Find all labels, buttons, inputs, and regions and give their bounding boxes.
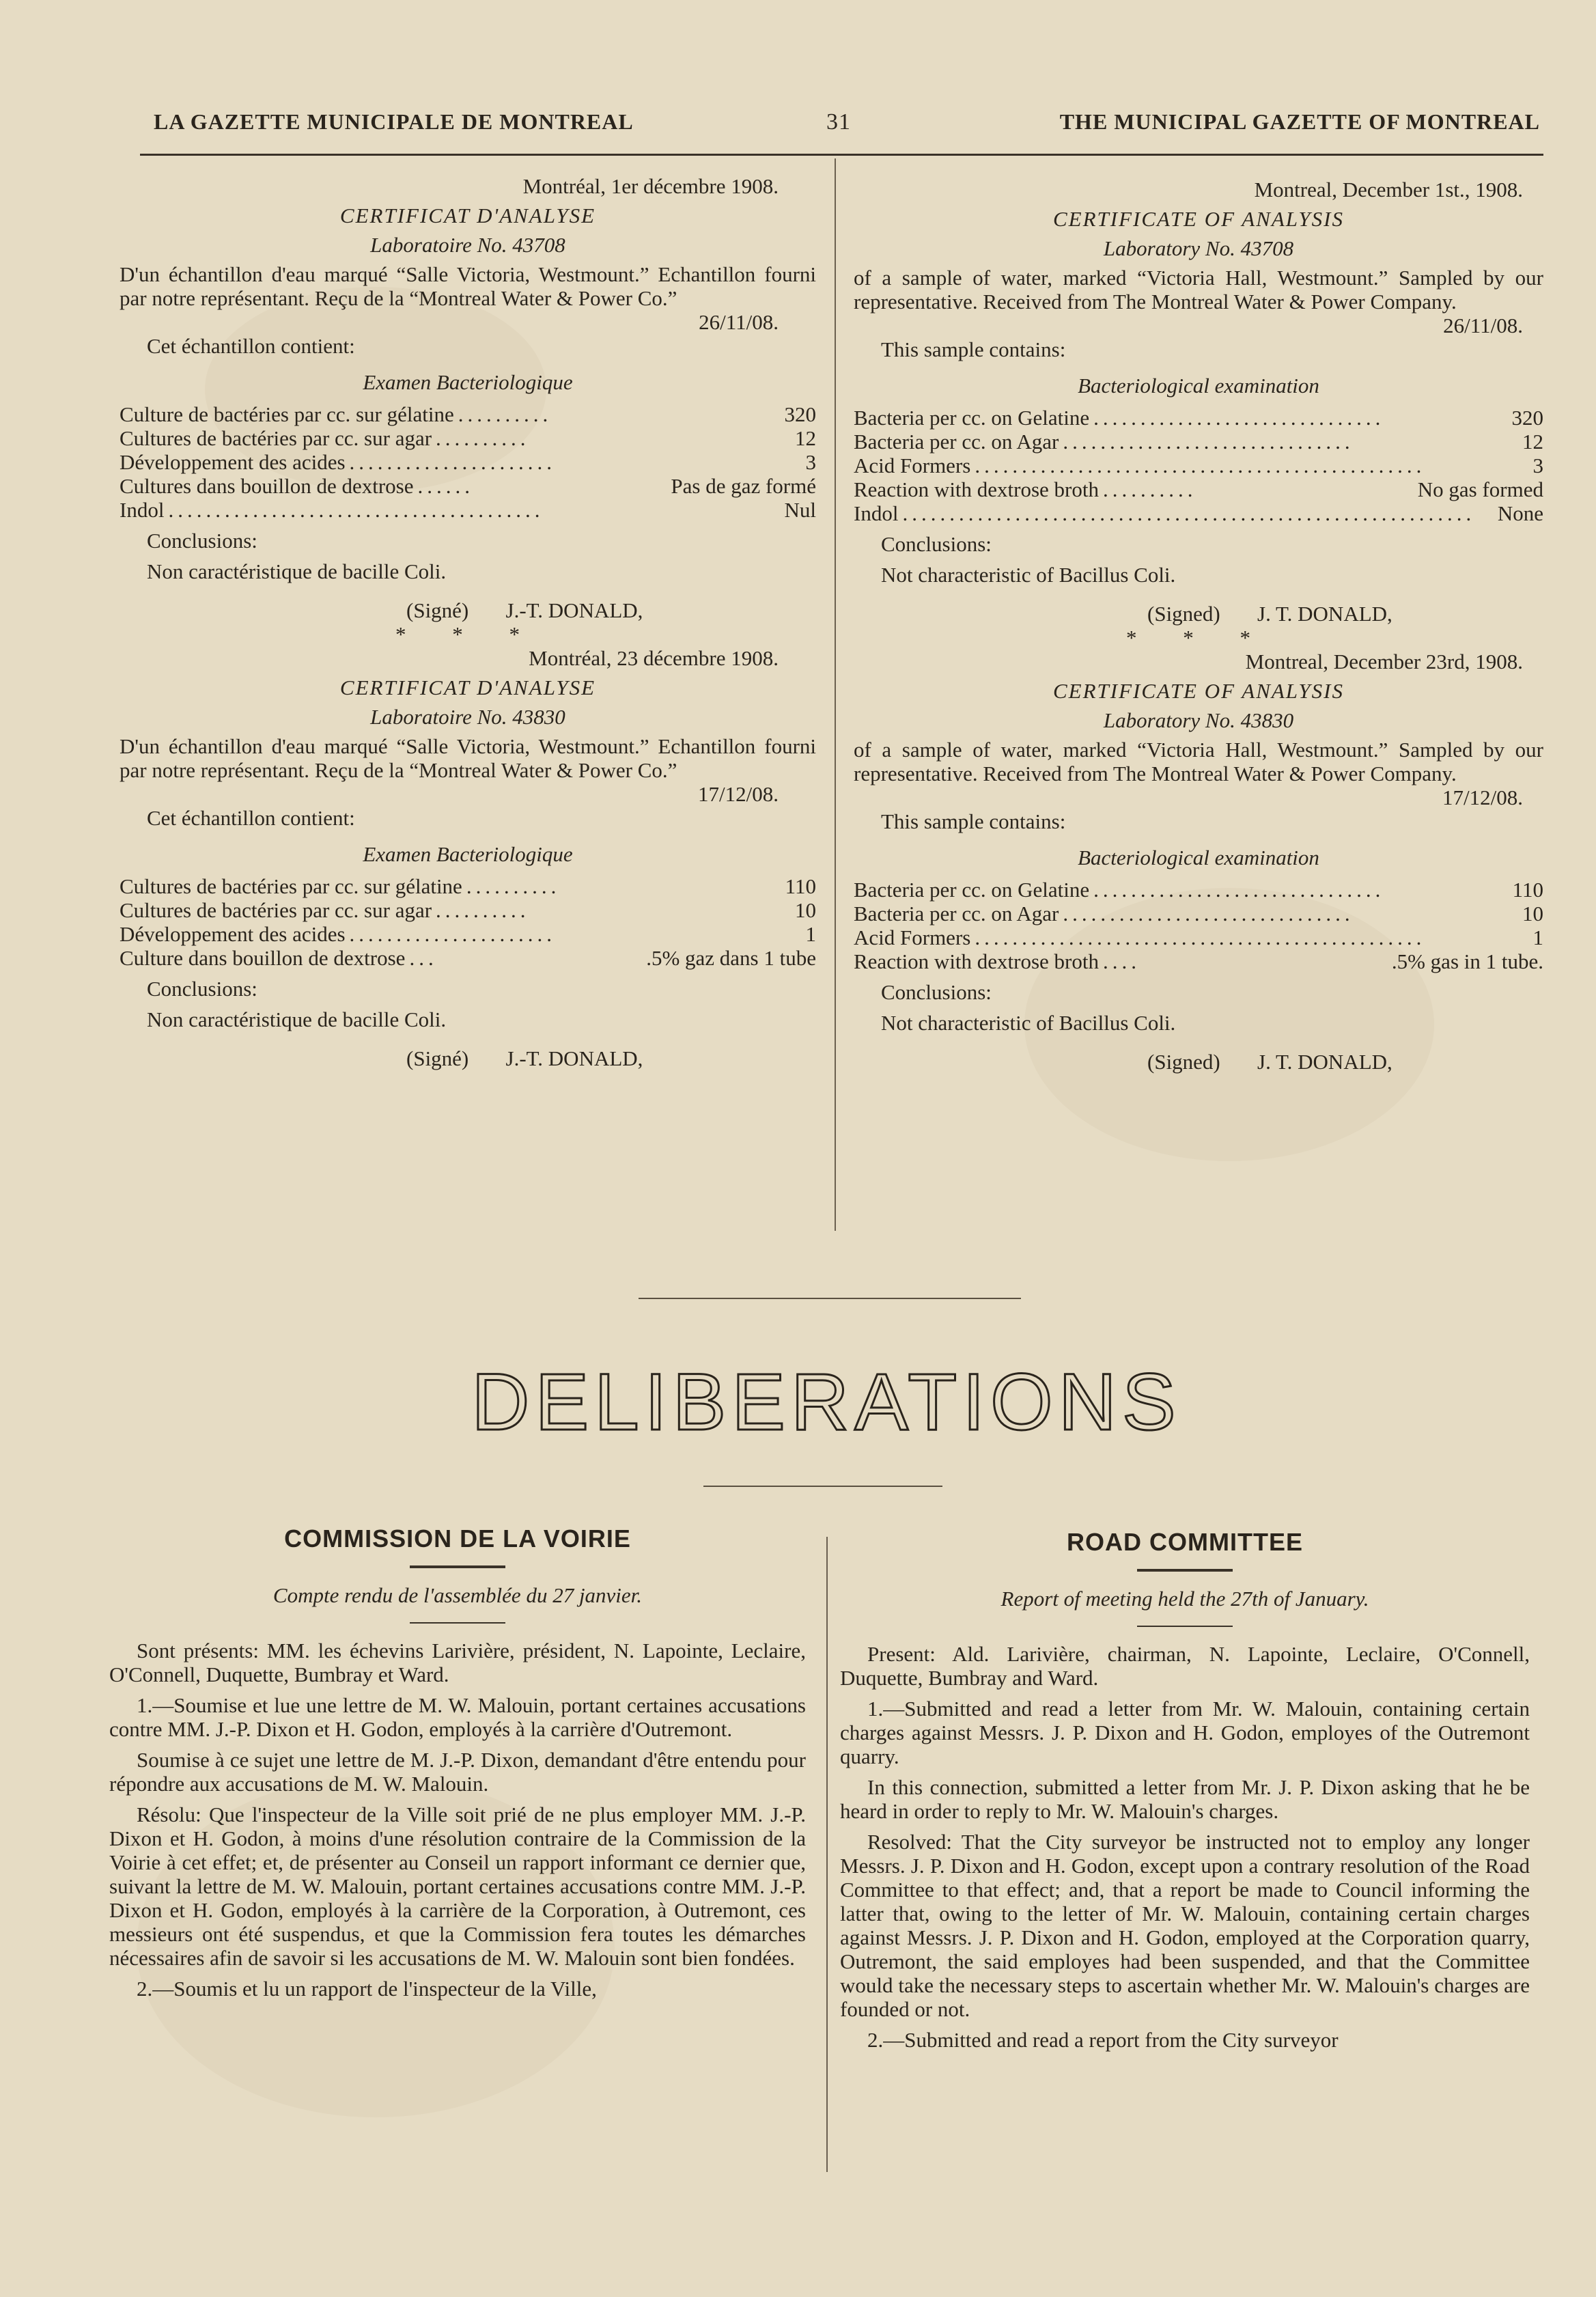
cert-date: Montréal, 23 décembre 1908. — [529, 646, 779, 670]
section-stars: * * * — [1126, 626, 1271, 650]
table-row: Indol ............................................................. None — [854, 501, 1543, 525]
results-table — [854, 878, 1543, 973]
paragraph: 2.—Submitted and read a report from the City surveyor — [867, 2028, 1339, 2052]
table-row: Développement des acides ...................... 3 — [120, 450, 816, 474]
cert-date: Montreal, December 1st., 1908. — [1254, 178, 1523, 201]
section-title: ROAD COMMITTEE — [1067, 1528, 1303, 1556]
page-header — [154, 102, 1540, 143]
lab-number: Laboratory No. 43708 — [1103, 236, 1294, 260]
paragraph: Sont présents: MM. les échevins Larivière, président, N. Lapointe, Leclaire, O'Connell, Duquette, Bumbray et Ward. — [109, 1639, 806, 1686]
paragraph: 1.—Submitted and read a letter from Mr. W. Malouin, containing certain charges against Messrs. J. P. Dixon and H. Godon, employes of the Outremont quarry. — [840, 1697, 1530, 1768]
section-subtitle: Compte rendu de l'assemblée du 27 janvier. — [272, 1583, 643, 1607]
header-rule — [140, 154, 1543, 156]
english-committee-column — [840, 1530, 1530, 2052]
stamp-date: 26/11/08. — [1443, 314, 1523, 337]
stamp-date: 17/12/08. — [698, 782, 779, 806]
stamp-date: 17/12/08. — [1442, 785, 1523, 809]
signature-line: (Signed) J. T. DONALD, — [1147, 602, 1392, 626]
paragraph: Résolu: Que l'inspecteur de la Ville soit prié de ne plus employer MM. J.-P. Dixon et H. Godon, à moins d'une résolution contraire de la Commission de la Voirie à cet effet; et, de présenter au Conseil un rapport informant ce dernier que, suivant la lettre de M. W. Malouin, portant certaines accusations contre MM. J.-P. Dixon et H. Godon, employés à la carrière de la Corporation, à Outremont, ces messieurs ont été suspendus, et que la Commission fera toutes les démarches nécessaires afin de savoir si les accusations de M. W. Malouin sont bien fondées. — [109, 1802, 806, 1970]
table-row: Indol ........................................ Nul — [120, 498, 816, 522]
results-table — [120, 402, 816, 522]
signature-line: (Signed) J. T. DONALD, — [1147, 1050, 1392, 1074]
section-subtitle: Report of meeting held the 27th of January. — [1000, 1587, 1369, 1611]
lab-number: Laboratoire No. 43830 — [370, 705, 565, 729]
banner-underline — [703, 1486, 942, 1487]
table-row: Cultures de bactéries par cc. sur agar .......... 12 — [120, 426, 816, 450]
paragraph: Present: Ald. Larivière, chairman, N. Lapointe, Leclaire, O'Connell, Duquette, Bumbray and Ward. — [840, 1642, 1530, 1690]
exam-title: Examen Bacteriologique — [363, 842, 573, 866]
conclusions-label: Conclusions: — [881, 532, 992, 556]
deliberations-banner: DELIBERATIONS — [471, 1357, 1181, 1447]
conclusions-label: Conclusions: — [147, 529, 257, 553]
cert-intro: D'un échantillon d'eau marqué “Salle Victoria, Westmount.” Echantillon fourni par notre représentant. Reçu de la “Montreal Water & Power Co.” — [120, 262, 816, 310]
cert-title: CERTIFICATE OF ANALYSIS — [1052, 207, 1344, 231]
paragraph: Resolved: That the City surveyor be instructed not to employ any longer Messrs. J. P. Dixon and H. Godon, except upon a contrary resolution of the Road Committee to that effect; and, that a report be made to Council informing the latter that, owing to the letter of Mr. W. Malouin, containing certain charges against Messrs. J. P. Dixon and H. Godon, employed at the Corporation quarry, Outremont, the said employes had been suspended, and that the Committee would take the necessary steps to ascertain whether Mr. W. Malouin's charges are founded or not. — [840, 1830, 1530, 2021]
stamp-date: 26/11/08. — [699, 310, 779, 334]
separator-rule — [639, 1298, 1021, 1299]
lab-number: Laboratory No. 43830 — [1103, 708, 1294, 732]
subtitle-rule — [1137, 1626, 1233, 1627]
lab-number: Laboratoire No. 43708 — [370, 233, 565, 257]
cert-date: Montreal, December 23rd, 1908. — [1245, 650, 1523, 673]
title-rule — [1137, 1569, 1233, 1572]
table-row: Bacteria per cc. on Gelatine ............................... 320 — [854, 406, 1543, 430]
title-rule — [410, 1565, 505, 1568]
table-row: Acid Formers ................................................ 3 — [854, 454, 1543, 477]
cert-intro: D'un échantillon d'eau marqué “Salle Victoria, Westmount.” Echantillon fourni par notre représentant. Reçu de la “Montreal Water & Power Co.” — [120, 734, 816, 782]
table-row: Reaction with dextrose broth .......... No gas formed — [854, 477, 1543, 501]
exam-title: Examen Bacteriologique — [363, 370, 573, 394]
contains-label: Cet échantillon contient: — [147, 334, 355, 358]
table-row: Reaction with dextrose broth .... .5% gas in 1 tube. — [854, 949, 1543, 973]
table-row: Culture dans bouillon de dextrose ... .5% gaz dans 1 tube — [120, 946, 816, 970]
table-row: Cultures de bactéries par cc. sur agar .......... 10 — [120, 898, 816, 922]
table-row: Bacteria per cc. on Gelatine ............................... 110 — [854, 878, 1543, 902]
paragraph: Soumise à ce sujet une lettre de M. J.-P. Dixon, demandant d'être entendu pour répondre aux accusations de M. W. Malouin. — [109, 1748, 806, 1796]
contains-label: This sample contains: — [881, 337, 1066, 361]
english-certificates-column — [854, 178, 1543, 1074]
conclusion-text: Not characteristic of Bacillus Coli. — [881, 563, 1176, 587]
french-certificates-column — [120, 174, 816, 1070]
cert-date: Montréal, 1er décembre 1908. — [522, 174, 779, 198]
conclusions-label: Conclusions: — [881, 980, 992, 1004]
cert-title: CERTIFICAT D'ANALYSE — [339, 676, 596, 699]
section-title: COMMISSION DE LA VOIRIE — [284, 1525, 631, 1553]
cert-intro: of a sample of water, marked “Victoria Hall, Westmount.” Sampled by our representative. Received from The Montreal Water & Power Company. — [854, 266, 1543, 314]
contains-label: Cet échantillon contient: — [147, 806, 355, 830]
paragraph: In this connection, submitted a letter from Mr. J. P. Dixon asking that he be heard in order to reply to Mr. W. Malouin's charges. — [840, 1775, 1530, 1823]
paragraph: 1.—Soumise et lue une lettre de M. W. Malouin, portant certaines accusations contre MM. J.-P. Dixon et H. Godon, employés à la carrière d'Outremont. — [109, 1693, 806, 1741]
cert-title: CERTIFICATE OF ANALYSIS — [1052, 679, 1344, 703]
table-row: Cultures de bactéries par cc. sur gélatine .......... 110 — [120, 874, 816, 898]
conclusion-text: Non caractéristique de bacille Coli. — [147, 559, 447, 583]
exam-title: Bacteriological examination — [1078, 374, 1319, 398]
results-table — [120, 874, 816, 970]
cert-title: CERTIFICAT D'ANALYSE — [339, 204, 596, 227]
conclusion-text: Non caractéristique de bacille Coli. — [147, 1007, 447, 1031]
cert-intro: of a sample of water, marked “Victoria Hall, Westmount.” Sampled by our representative. Received from The Montreal Water & Power Company. — [854, 738, 1543, 785]
results-table — [854, 406, 1543, 525]
conclusions-label: Conclusions: — [147, 977, 257, 1001]
subtitle-rule — [410, 1622, 505, 1624]
table-row: Cultures dans bouillon de dextrose ...... Pas de gaz formé — [120, 474, 816, 498]
paragraph: 2.—Soumis et lu un rapport de l'inspecteur de la Ville, — [137, 1977, 597, 2001]
table-row: Développement des acides ...................... 1 — [120, 922, 816, 946]
header-left-title: LA GAZETTE MUNICIPALE DE MONTREAL — [154, 109, 634, 134]
signature-line: (Signé) J.-T. DONALD, — [406, 1046, 643, 1070]
column-divider-top — [835, 158, 836, 1231]
table-row: Bacteria per cc. on Agar ............................... 12 — [854, 430, 1543, 454]
page-number: 31 — [826, 109, 851, 135]
contains-label: This sample contains: — [881, 809, 1066, 833]
section-stars: * * * — [395, 622, 540, 646]
french-committee-column — [109, 1527, 806, 2001]
table-row: Bacteria per cc. on Agar ............................... 10 — [854, 902, 1543, 925]
header-right-title: THE MUNICIPAL GAZETTE OF MONTREAL — [1059, 109, 1540, 134]
conclusion-text: Not characteristic of Bacillus Coli. — [881, 1011, 1176, 1035]
signature-line: (Signé) J.-T. DONALD, — [406, 598, 643, 622]
table-row: Culture de bactéries par cc. sur gélatine .......... 320 — [120, 402, 816, 426]
exam-title: Bacteriological examination — [1078, 846, 1319, 869]
table-row: Acid Formers ................................................ 1 — [854, 925, 1543, 949]
column-divider-bottom — [826, 1537, 828, 2172]
